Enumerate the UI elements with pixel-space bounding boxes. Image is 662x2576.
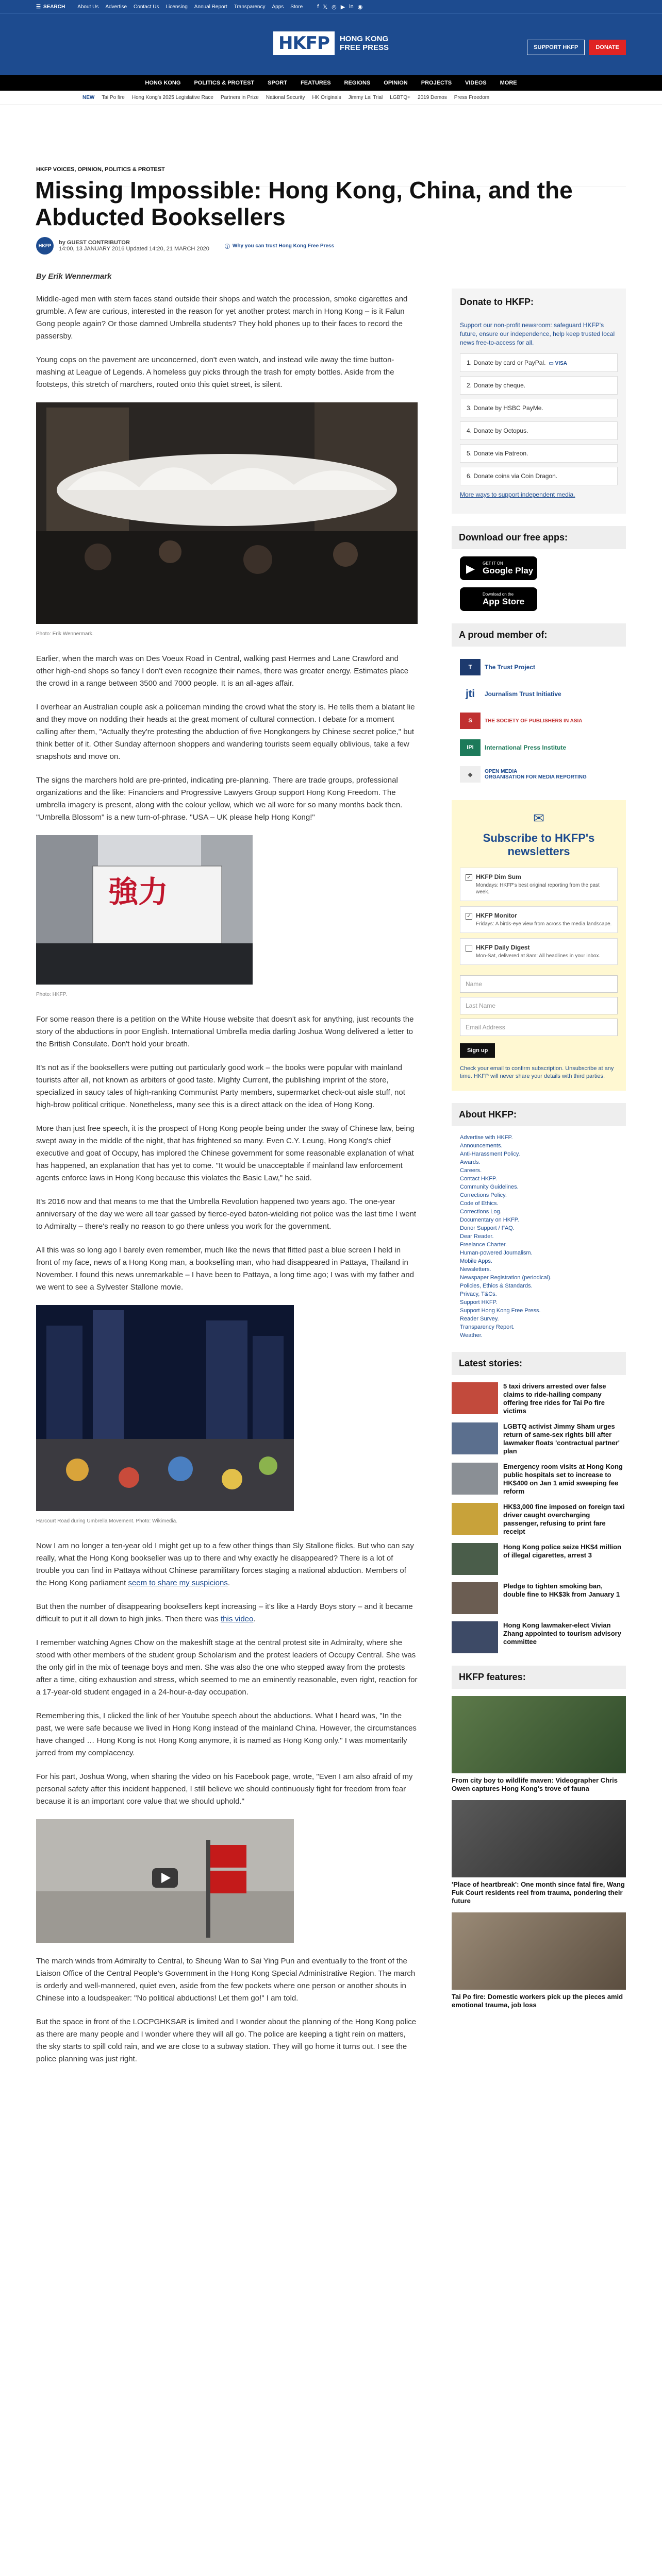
page-title: Missing Impossible: Hong Kong, China, and the Abducted Booksellers — [35, 177, 573, 230]
about-link[interactable]: Support Hong Kong Free Press. — [460, 1308, 541, 1314]
paragraph: All this was so long ago I barely even remember, much like the news that flitted past a blue screen I held in front of my face, news of a Hong Kong man, a bookselling man, who had disappeared in Pattaya, Thailand in November. I found this news unremarkable – I have been to Pattaya, a long time ago; I was with my father and we went to see a Sylvester Stallone movie. — [36, 1246, 414, 1292]
about-link[interactable]: Donor Support / FAQ. — [460, 1225, 515, 1231]
info-icon: ⓘ — [224, 244, 230, 250]
app-store-badge[interactable]: Download on the App Store — [460, 587, 537, 611]
byline — [36, 237, 334, 255]
donate-option[interactable]: 2. Donate by cheque. — [460, 376, 618, 395]
story-thumbnail — [452, 1503, 498, 1535]
feature-item[interactable]: Tai Po fire: Domestic workers pick up the pieces amid emotional trauma, job loss — [452, 1912, 626, 2009]
card-icon: ▭ VISA — [549, 361, 567, 366]
trending-item[interactable]: 2019 Demos — [418, 95, 447, 100]
email-field[interactable]: Email Address — [460, 1019, 618, 1036]
about-title: About HKFP: — [452, 1103, 626, 1126]
story-item[interactable]: Hong Kong lawmaker-elect Vivian Zhang appointed to tourism advisory committee — [452, 1621, 626, 1653]
about-link[interactable]: Anti-Harassment Policy. — [460, 1151, 520, 1157]
about-link[interactable]: Community Guidelines. — [460, 1184, 519, 1190]
about-list — [452, 1133, 626, 1340]
story-item[interactable]: Pledge to tighten smoking ban, double fine to HK$3k from January 1 — [452, 1582, 626, 1614]
about-link[interactable]: Code of Ethics. — [460, 1200, 499, 1207]
features-box — [452, 1666, 626, 2009]
utility-link[interactable]: About Us — [77, 4, 99, 10]
latest-title: Latest stories: — [452, 1352, 626, 1375]
search-menu-button[interactable]: ☰ SEARCH — [36, 4, 65, 10]
facebook-icon[interactable]: f — [317, 3, 319, 10]
nav-item[interactable]: HONG KONG — [145, 80, 181, 86]
youtube-icon[interactable]: ▶ — [340, 4, 345, 10]
x-icon[interactable]: 𝕏 — [323, 4, 328, 10]
author-line: By Erik Wennermark — [36, 272, 112, 281]
paragraph: For some reason there is a petition on the White House website that doesn't ask for anything, just recounts the story of the abductions in poor English. International Umbrella media darling Joshua Wong delivered a letter to the British Consulate. Don't hold your breath. — [36, 1015, 414, 1048]
rss-icon[interactable]: ◉ — [357, 4, 363, 10]
member-title: A proud member of: — [452, 623, 626, 647]
trending-item[interactable]: Press Freedom — [454, 95, 490, 100]
paragraph: Remembering this, I clicked the link of her Youtube speech about the abductions. What I heard was, "In the past, we were safe because we lived in Hong Kong instead of the mainland China. However, the circumstances have changed … Hong Kong is not Hong Kong anymore, it is named as Hong Kong only." I was momentarily jarred from my complacency. — [36, 1711, 417, 1757]
about-link[interactable]: Mobile Apps. — [460, 1258, 492, 1264]
photo-banner-march — [36, 835, 253, 985]
suspicions-link[interactable]: seem to share my suspicions — [128, 1579, 228, 1587]
checkbox-checked[interactable]: ✓ — [466, 913, 472, 920]
nav-item[interactable]: FEATURES — [301, 80, 331, 86]
photo-march-umbrellas — [36, 402, 418, 624]
linkedin-icon[interactable]: in — [349, 3, 354, 10]
about-link[interactable]: Reader Survey. — [460, 1316, 499, 1322]
about-box — [452, 1103, 626, 1340]
about-link[interactable]: Privacy, T&Cs. — [460, 1291, 497, 1297]
photo-illustration — [36, 835, 253, 985]
story-item[interactable]: 5 taxi drivers arrested over false claims to ride-hailing company offering free rides for Tai Po fire victims — [452, 1382, 626, 1415]
donate-button[interactable]: DONATE — [589, 40, 626, 55]
about-link[interactable]: Contact HKFP. — [460, 1176, 497, 1182]
story-thumbnail — [452, 1621, 498, 1653]
story-thumbnail — [452, 1422, 498, 1454]
nav-item[interactable]: REGIONS — [344, 80, 371, 86]
main-nav — [0, 75, 662, 91]
trending-item[interactable]: LGBTQ+ — [390, 95, 411, 100]
donate-title: Donate to HKFP: — [460, 297, 534, 307]
story-item[interactable]: HK$3,000 fine imposed on foreign taxi driver caught overcharging passenger, refusing to print fare receipt — [452, 1503, 626, 1536]
paragraph: For his part, Joshua Wong, when sharing the video on his Facebook page, wrote, "Even I am also afraid of my personal safety after this incident happened, I still believe we should continuously fight for freedom from fear because it is an important core value that we should uphold." — [36, 1772, 413, 1806]
story-thumbnail — [452, 1463, 498, 1495]
feature-image — [452, 1800, 626, 1877]
trending-item[interactable]: Tai Po fire — [102, 95, 125, 100]
donate-box — [452, 289, 626, 514]
about-link[interactable]: Support HKFP. — [460, 1299, 498, 1306]
article-body — [36, 270, 418, 2077]
photo-harcourt-road — [36, 1305, 294, 1511]
last-name-field[interactable]: Last Name — [460, 997, 618, 1014]
nav-item[interactable]: SPORT — [268, 80, 288, 86]
newsletter-option[interactable]: HKFP Daily Digest Mon-Sat, delivered at 8am: All headlines in your inbox. — [460, 938, 618, 965]
trending-item[interactable]: National Security — [266, 95, 305, 100]
nav-item[interactable]: POLITICS & PROTEST — [194, 80, 255, 86]
utility-links — [77, 4, 303, 10]
avatar: HKFP — [36, 237, 54, 255]
member-logo[interactable]: ◆ OPEN MEDIA ORGANISATION FOR MEDIA REPORTING — [452, 761, 626, 788]
publish-date: 14:00, 13 JANUARY 2016 — [59, 246, 125, 252]
newsletter-box — [452, 800, 626, 1091]
paragraph: Middle-aged men with stern faces stand outside their shops and watch the procession, smoke cigarettes and grumble. A few are curious, interested in the reason for yet another protest march in Hong Kong – is it Falun Gong people again? Or those damned Umbrella students? They hold phones up to their faces to record the passersby. — [36, 295, 408, 341]
about-link[interactable]: Corrections Log. — [460, 1209, 502, 1215]
trust-link[interactable]: ⓘ Why you can trust Hong Kong Free Press — [224, 243, 335, 250]
video-embed[interactable] — [36, 1819, 294, 1943]
utility-link[interactable]: Licensing — [166, 4, 188, 10]
story-item[interactable]: LGBTQ activist Jimmy Sham urges return of same-sex rights bill after lawmaker floats 'contractual partner' plan — [452, 1422, 626, 1455]
member-logo[interactable]: T The Trust Project — [452, 654, 626, 681]
paragraph: But then the number of disappearing booksellers kept increasing – it's like a Hardy Boys story – and it became difficult to put it all down to high jinks. Then there was this video. — [36, 1602, 413, 1623]
photo-illustration — [36, 1305, 294, 1511]
utility-link[interactable]: Contact Us — [134, 4, 159, 10]
about-link[interactable]: Policies, Ethics & Standards. — [460, 1283, 533, 1289]
paragraph: It's 2016 now and that means to me that the Umbrella Revolution happened two years ago. The one-year anniversary of the day we were all tear gassed by fierce-eyed baton-wielding riot police was the last time I went to Admiralty – there's really no reason to go there unless you work for the government. — [36, 1197, 417, 1231]
donate-option[interactable]: 6. Donate coins via Coin Dragon. — [460, 467, 618, 485]
paragraph: Earlier, when the march was on Des Voeux Road in Central, walking past Hermes and Lane Crawford and other high-end shops so fancy I don't even recognize their names, there was greater energy. Estimates place the crowd in a range between 3500 and 7000 people. It is an all-ages affair. — [36, 654, 409, 688]
name-field[interactable]: Name — [460, 975, 618, 993]
google-play-badge[interactable]: ▶ GET IT ON Google Play — [460, 556, 537, 580]
utility-link[interactable]: Annual Report — [194, 4, 227, 10]
about-link[interactable]: Awards. — [460, 1159, 481, 1165]
about-link[interactable]: Weather. — [460, 1332, 483, 1338]
utility-link[interactable]: Store — [290, 4, 303, 10]
apps-box — [452, 526, 626, 611]
media-org-icon: ◆ — [460, 766, 481, 783]
author-credit[interactable]: by GUEST CONTRIBUTOR — [59, 240, 130, 246]
updated-date: Updated 14:20, 21 MARCH 2020 — [126, 246, 209, 252]
donate-option[interactable]: 5. Donate via Patreon. — [460, 444, 618, 463]
caption: Harcourt Road during Umbrella Movement. Photo: Wikimedia. — [36, 1518, 177, 1524]
subscribe-title: Subscribe to HKFP's newsletters — [483, 832, 595, 858]
ipi-icon: IPI — [460, 739, 481, 756]
feature-item[interactable]: From city boy to wildlife maven: Videographer Chris Owen captures Hong Kong's trove of fauna — [452, 1696, 626, 1793]
signup-button[interactable]: Sign up — [460, 1043, 495, 1058]
story-item[interactable]: Emergency room visits at Hong Kong public hospitals set to increase to HK$400 on Jan 1 amid sweeping fee reform — [452, 1463, 626, 1496]
about-link[interactable]: Documentary on HKFP. — [460, 1217, 519, 1223]
story-thumbnail — [452, 1582, 498, 1614]
paragraph: But the space in front of the LOCPGHKSAR is limited and I wonder about the planning of the Hong Kong police as there are many people and I wonder where they will all go. The police are keeping a tight rein on matters, the sky starts to spill cold rain, and we are close to a subway station. They will go home it turns out. I see the police planning was just right. — [36, 2018, 417, 2063]
mail-icon: ✉ — [533, 810, 544, 826]
article-category[interactable]: HKFP VOICES, OPINION, POLITICS & PROTEST — [36, 166, 165, 173]
play-store-icon: ▶ — [466, 562, 475, 575]
menu-icon: ☰ — [36, 4, 41, 10]
top-utility-bar — [0, 0, 662, 13]
member-logo[interactable]: IPI International Press Institute — [452, 734, 626, 761]
about-link[interactable]: Advertise with HKFP. — [460, 1134, 513, 1141]
about-link[interactable]: Transparency Report. — [460, 1324, 515, 1330]
trust-project-icon: T — [460, 659, 481, 675]
latest-stories — [452, 1352, 626, 1653]
trending-item[interactable]: Partners in Prize — [220, 95, 259, 100]
feature-image — [452, 1912, 626, 1990]
paragraph: Young cops on the pavement are unconcerned, don't even watch, and instead wile away the time button-mashing at League of Legends. A homeless guy picks through the trash for empty bottles. Aside from the footsteps, this stretch of marchers, routed onto this quiet street, is silent. — [36, 355, 394, 389]
trending-item[interactable]: Hong Kong's 2025 Legislative Race — [131, 95, 213, 100]
photo-illustration — [36, 402, 418, 624]
paragraph: It's not as if the booksellers were putting out particularly good work – the books were popular with mainland tourists after all, not known as arbiters of good taste. Mighty Current, the publishing imprint of the store, specialized in saucy tales of high-ranking Communist Party members, supermarket check-out aisle stuff, not high-brow political critique. Nonetheless, many see this is a direct attack on the idea of Hong Kong. — [36, 1063, 405, 1109]
utility-link[interactable]: Advertise — [105, 4, 127, 10]
about-link[interactable]: Human-powered Journalism. — [460, 1250, 533, 1256]
trending-bar — [0, 91, 662, 105]
about-link[interactable]: Newsletters. — [460, 1266, 491, 1273]
member-logo[interactable]: S THE SOCIETY OF PUBLISHERS IN ASIA — [452, 707, 626, 734]
about-link[interactable]: Freelance Charter. — [460, 1242, 507, 1248]
trending-item[interactable]: HK Originals — [312, 95, 341, 100]
paragraph: Now I am no longer a ten-year old I might get up to a few other things than Sly Stallone flicks. But who can say really, what the Hong Kong bookseller was up to there and why exactly he disappeared? There is a lot of trouble you can find in Pattaya without Chinese paramilitary forces staging a national abduction. Members of the Hong Kong parliament seem to share my suspicions. — [36, 1541, 414, 1587]
newsletter-option[interactable]: ✓ HKFP Monitor Fridays: A birds-eye view from across the media landscape. — [460, 906, 618, 933]
paragraph: The march winds from Admiralty to Central, to Sheung Wan to Sai Ying Pun and eventually to the front of the Liaison Office of the Central People's Government in the Hong Kong Special Administrative Region. The march is orderly and well-mannered, quiet even, aside from the few pockets where one person or another shouts in Chinese into a loudspeaker: "No political abductions! Let them go!" I am told. — [36, 1957, 416, 2003]
paragraph: The signs the marchers hold are pre-printed, indicating pre-planning. There are trade groups, professional organizations and the like: Financiers and Progressive Lawyers Group support Hong Kong Freedom. The umbrella imagery is present, along with the colour yellow, which we all wore for so many months back then. "Umbrella Blossom" is a new turn-of-phrase. "USA – UK please help Hong Kong!" — [36, 776, 403, 822]
about-link[interactable]: Announcements. — [460, 1143, 503, 1149]
about-link[interactable]: Careers. — [460, 1167, 482, 1174]
paragraph: I overhear an Australian couple ask a policeman minding the crowd what the story is. He tells them a blatant lie and they move on nodding their heads at the great moment of cultural connection. I debate for a moment calling after them, "Actually they're protesting the abduction of five Hongkongers by Chinese secret police," but think better of it. Other Sunday afternoon shoppers and wandering tourists seem equally oblivious, take a few snapshots and move on. — [36, 703, 415, 761]
paragraph: More than just free speech, it is the prospect of Hong Kong people being under the sway of Chinese law, being swept away in the middle of the night, that has frightened so many. Even C.Y. Leung, Hong Kong's chief executive and goat of Occupy, has implored the Chinese government for some reasonable explanation of what has happened, an explanation that has yet to come. "It would be unacceptable if mainland law enforcement agents enforce laws in Hong Kong because this violates the Basic Law," he said. — [36, 1124, 415, 1182]
nav-item[interactable]: PROJECTS — [421, 80, 452, 86]
feature-image — [452, 1696, 626, 1773]
story-thumbnail — [452, 1382, 498, 1414]
checkbox-checked[interactable]: ✓ — [466, 874, 472, 881]
more-ways-link[interactable]: More ways to support independent media. — [460, 491, 575, 498]
story-thumbnail — [452, 1543, 498, 1575]
donate-intro: Support our non-profit newsroom: safeguard HKFP's future, ensure our independence, help keep trusted local news free-to-access for all. — [460, 321, 615, 346]
apps-title: Download our free apps: — [452, 526, 626, 549]
instagram-icon[interactable]: ◎ — [332, 4, 337, 10]
subscribe-note: Check your email to confirm subscription. Unsubscribe at any time. HKFP will never share your details with third parties. — [460, 1065, 614, 1079]
video-thumbnail — [36, 1819, 294, 1943]
trending-item[interactable]: Jimmy Lai Trial — [348, 95, 383, 100]
video-link[interactable]: this video — [220, 1615, 254, 1623]
trending-label: NEW — [82, 95, 95, 100]
utility-link[interactable]: Transparency — [234, 4, 266, 10]
about-link[interactable]: Newspaper Registration (periodical). — [460, 1275, 552, 1281]
sidebar — [452, 289, 626, 2016]
about-link[interactable]: Dear Reader. — [460, 1233, 494, 1240]
social-icons — [317, 4, 362, 10]
feature-item[interactable]: 'Place of heartbreak': One month since fatal fire, Wang Fuk Court residents reel from trauma, pondering their future — [452, 1800, 626, 1905]
about-link[interactable]: Corrections Policy. — [460, 1192, 507, 1198]
sopa-icon: S — [460, 713, 481, 729]
story-item[interactable]: Hong Kong police seize HK$4 million of illegal cigarettes, arrest 3 — [452, 1543, 626, 1575]
newsletter-option[interactable]: ✓ HKFP Dim Sum Mondays: HKFP's best original reporting from the past week. — [460, 868, 618, 901]
features-title: HKFP features: — [452, 1666, 626, 1689]
donate-option[interactable]: 3. Donate by HSBC PayMe. — [460, 399, 618, 417]
caption: Photo: HKFP. — [36, 992, 67, 997]
donate-option[interactable]: 4. Donate by Octopus. — [460, 421, 618, 440]
site-logo[interactable]: HKFP HONG KONG FREE PRESS — [273, 31, 389, 55]
caption: Photo: Erik Wennermark. — [36, 631, 94, 637]
paragraph: I remember watching Agnes Chow on the makeshift stage at the central protest site in Admiralty, where she stood with other members of the student group Scholarism and the protest leaders of Occupy Central. She was the only girl in the mix of teenage boys and men. She was also the one who stepped away from the protests after a time, citing exhaustion and stress, which seemed to me an eminently reasonable, even right, reaction for a 17-year-old student engaged in a 24-hour-a-day occupation. — [36, 1638, 418, 1697]
banner-chinese-text: 強力 — [108, 874, 169, 909]
site-header — [0, 13, 662, 75]
membership-box — [452, 623, 626, 788]
checkbox[interactable] — [466, 945, 472, 952]
utility-link[interactable]: Apps — [272, 4, 284, 10]
nav-item[interactable]: MORE — [500, 80, 517, 86]
jti-icon: jti — [466, 688, 475, 700]
nav-item[interactable]: VIDEOS — [465, 80, 487, 86]
member-logo[interactable]: jti Journalism Trust Initiative — [452, 681, 626, 707]
support-button[interactable]: SUPPORT HKFP — [527, 40, 585, 55]
nav-item[interactable]: OPINION — [384, 80, 408, 86]
donate-option[interactable]: 1. Donate by card or PayPal. ▭ VISA — [460, 353, 618, 372]
